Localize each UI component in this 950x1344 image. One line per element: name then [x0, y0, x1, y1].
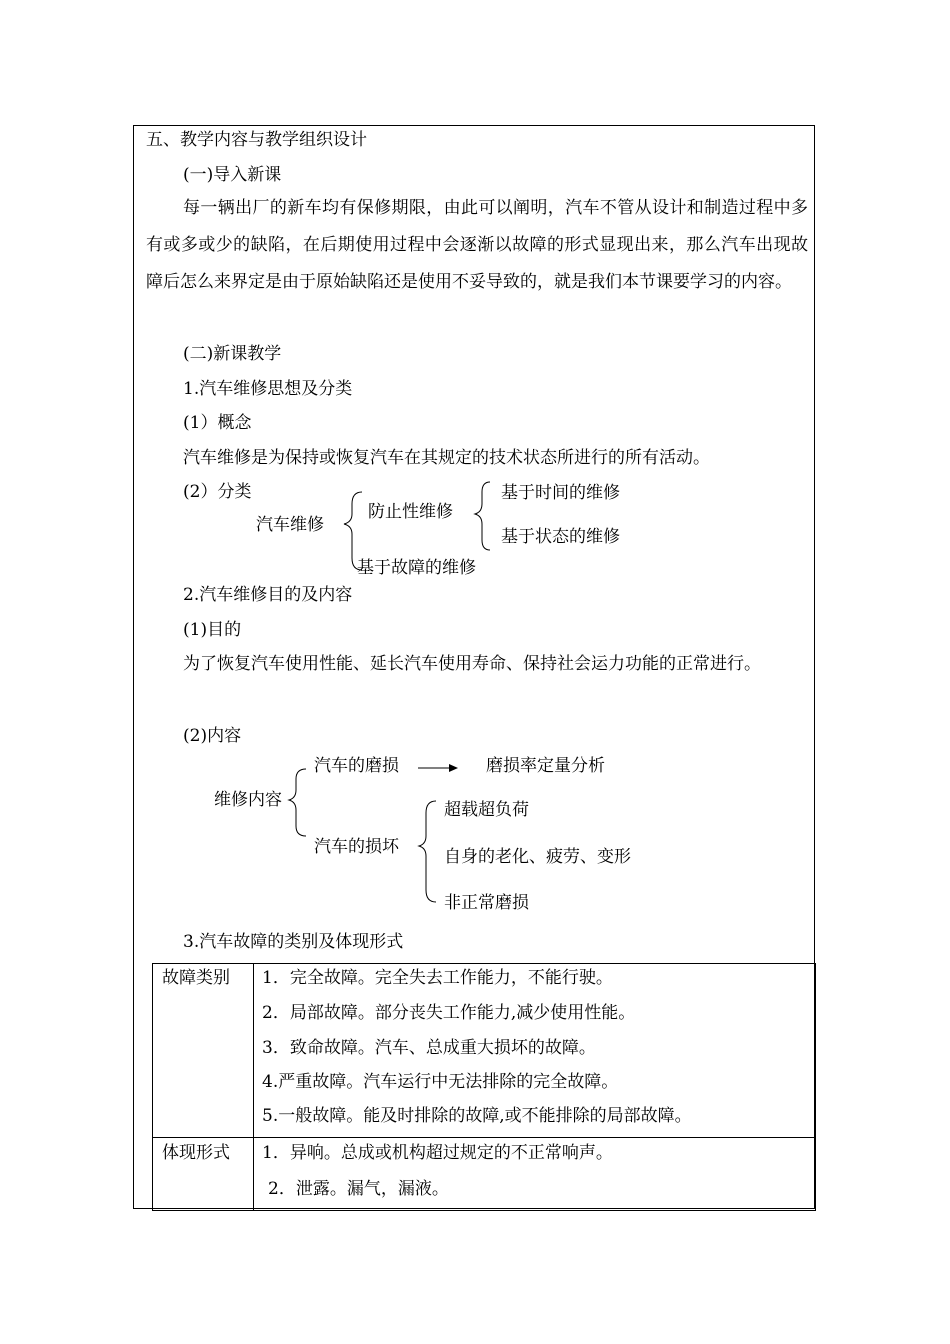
table-cell-item: 1．异响。总成或机构超过规定的不正常响声。 [262, 1143, 613, 1163]
intro-paragraph: 每一辆出厂的新车均有保修期限，由此可以阐明，汽车不管从设计和制造过程中多有或多或少的缺陷，在后期使用过程中会逐渐以故障的形式显现出来，那么汽车出现故障后怎么来界定是由于原始缺陷还是使用不妥导致的，就是我们本节课要学习的内容。 [146, 198, 808, 292]
diagram1-preventive: 防止性维修 [368, 502, 453, 522]
table-cell-item: 1．完全故障。完全失去工作能力，不能行驶。 [262, 968, 613, 988]
diagram1-root: 汽车维修 [256, 515, 324, 535]
classification-heading: (2）分类 [183, 482, 252, 502]
concept-text: 汽车维修是为保持或恢复汽车在其规定的技术状态所进行的所有活动。 [183, 448, 710, 468]
diagram2-wear-analysis: 磨损率定量分析 [486, 756, 605, 776]
diagram2-cause-1: 超载超负荷 [444, 800, 529, 820]
brace-damage [419, 801, 436, 902]
diagram2-root: 维修内容 [214, 790, 282, 810]
concept-heading: (1）概念 [183, 413, 252, 433]
diagram1-time-based: 基于时间的维修 [501, 483, 620, 503]
topic3-heading: 3.汽车故障的类别及体现形式 [183, 932, 404, 952]
diagram2-damage: 汽车的损坏 [314, 837, 399, 857]
part2-heading: (二)新课教学 [183, 344, 282, 364]
table-row-label: 故障类别 [162, 968, 230, 988]
brace-content [289, 769, 306, 836]
arrow-head [449, 764, 458, 772]
content-heading: (2)内容 [183, 726, 242, 746]
table-cell-item: 3．致命故障。汽车、总成重大损坏的故障。 [262, 1038, 596, 1058]
diagram2-wear: 汽车的磨损 [314, 756, 399, 776]
table-cell-item: 4.严重故障。汽车运行中无法排除的完全故障。 [262, 1072, 619, 1092]
diagram1-failure-based: 基于故障的维修 [357, 558, 476, 578]
table-cell-item: 2．局部故障。部分丧失工作能力,减少使用性能。 [262, 1003, 636, 1023]
brace-maintenance [344, 492, 362, 570]
table-cell-item: 5.一般故障。能及时排除的故障,或不能排除的局部故障。 [262, 1106, 692, 1126]
part1-heading: (一)导入新课 [183, 165, 282, 185]
purpose-text: 为了恢复汽车使用性能、延长汽车使用寿命、保持社会运力功能的正常进行。 [183, 654, 761, 674]
diagram2-cause-3: 非正常磨损 [444, 893, 529, 913]
table-column-divider [253, 964, 254, 1210]
table-cell-item: 2．泄露。漏气，漏液。 [268, 1179, 449, 1199]
topic1-heading: 1.汽车维修思想及分类 [183, 379, 353, 399]
table-row-label: 体现形式 [162, 1143, 230, 1163]
table-row-divider [153, 1137, 815, 1138]
topic2-heading: 2.汽车维修目的及内容 [183, 585, 353, 605]
purpose-heading: (1)目的 [183, 620, 242, 640]
diagram2-cause-2: 自身的老化、疲劳、变形 [444, 847, 631, 867]
diagram1-condition-based: 基于状态的维修 [501, 527, 620, 547]
section-title: 五、教学内容与教学组织设计 [146, 130, 367, 150]
brace-preventive [475, 482, 490, 550]
